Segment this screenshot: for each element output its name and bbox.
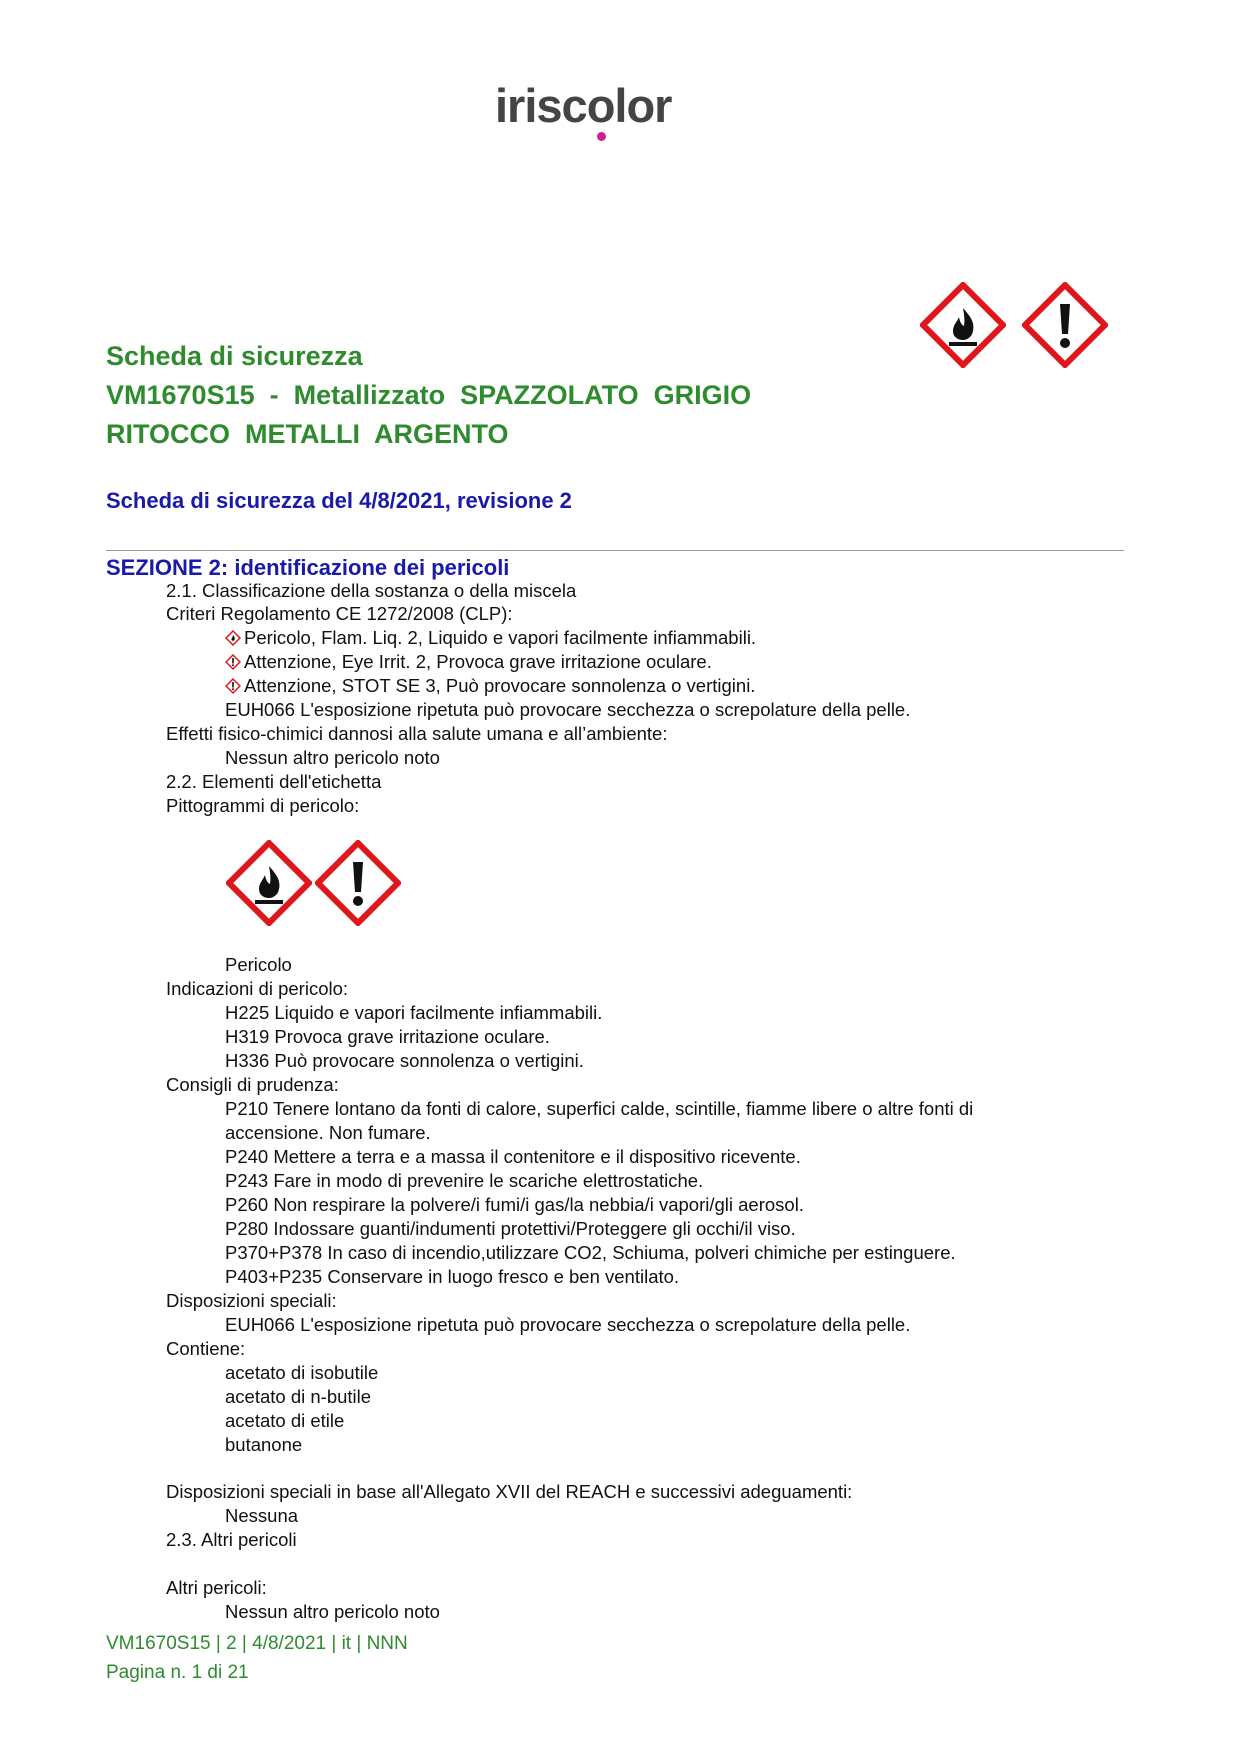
- other-hazards-label: Altri pericoli:: [166, 1577, 267, 1598]
- exclamation-pictogram-icon: [1022, 282, 1108, 368]
- component-item: acetato di n-butile: [225, 1386, 372, 1407]
- revision-line: Scheda di sicurezza del 4/8/2021, revisione 2: [106, 488, 572, 513]
- pictograms-label: Pittogrammi di pericolo:: [166, 795, 360, 816]
- contains-label: Contiene:: [166, 1338, 246, 1359]
- hazard-h319: H319 Provoca grave irritazione oculare.: [225, 1026, 550, 1047]
- exclamation-mini-icon: [225, 678, 241, 694]
- euh066-statement: EUH066 L'esposizione ripetuta può provocare secchezza o screpolature della pelle.: [225, 699, 911, 720]
- reach-label: Disposizioni speciali in base all'Allegato XVII del REACH e successivi adeguamenti:: [166, 1481, 853, 1502]
- flame-pictogram-icon: [226, 840, 312, 926]
- precaution-p260: P260 Non respirare la polvere/i fumi/i gas/la nebbia/i vapori/gli aerosol.: [225, 1194, 804, 1215]
- special-provisions-label: Disposizioni speciali:: [166, 1290, 337, 1311]
- signal-word: Pericolo: [225, 954, 292, 975]
- effects-value: Nessun altro pericolo noto: [225, 747, 440, 768]
- subsection-2-3: 2.3. Altri pericoli: [166, 1529, 297, 1550]
- reach-value: Nessuna: [225, 1505, 299, 1526]
- component-item: butanone: [225, 1434, 303, 1455]
- effects-label: Effetti fisico-chimici dannosi alla salute umana e all’ambiente:: [166, 723, 668, 744]
- component-item: acetato di etile: [225, 1410, 345, 1431]
- special-euh066: EUH066 L'esposizione ripetuta può provocare secchezza o screpolature della pelle.: [225, 1314, 911, 1335]
- flame-pictogram-icon: [920, 282, 1006, 368]
- section-heading: SEZIONE 2: identificazione dei pericoli: [106, 555, 510, 580]
- hazard-statements-label: Indicazioni di pericolo:: [166, 978, 349, 999]
- subsection-2-1: 2.1. Classificazione della sostanza o della miscela: [166, 580, 577, 601]
- classification-1: Pericolo, Flam. Liq. 2, Liquido e vapori facilmente infiammabili.: [225, 627, 756, 649]
- exclamation-pictogram-icon: [315, 840, 401, 926]
- product-subtitle: RITOCCO METALLI ARGENTO: [106, 419, 509, 449]
- exclamation-mini-icon: [225, 654, 241, 670]
- footer-document-code: VM1670S15 | 2 | 4/8/2021 | it | NNN: [106, 1633, 408, 1654]
- precaution-p240: P240 Mettere a terra e a massa il contenitore e il dispositivo ricevente.: [225, 1146, 801, 1167]
- subsection-2-2: 2.2. Elementi dell'etichetta: [166, 771, 382, 792]
- precaution-p403-p235: P403+P235 Conservare in luogo fresco e ben ventilato.: [225, 1266, 680, 1287]
- footer-page-number: Pagina n. 1 di 21: [106, 1662, 249, 1683]
- hazard-h225: H225 Liquido e vapori facilmente infiammabili.: [225, 1002, 603, 1023]
- criteria-label: Criteri Regolamento CE 1272/2008 (CLP):: [166, 603, 513, 624]
- precaution-p370-p378: P370+P378 In caso di incendio,utilizzare CO2, Schiuma, polveri chimiche per estinguere.: [225, 1242, 956, 1263]
- section-divider: [106, 550, 1124, 551]
- precaution-p280: P280 Indossare guanti/indumenti protettivi/Proteggere gli occhi/il viso.: [225, 1218, 796, 1239]
- precaution-p243: P243 Fare in modo di prevenire le scariche elettrostatiche.: [225, 1170, 704, 1191]
- product-name: VM1670S15 - Metallizzato SPAZZOLATO GRIGIO: [106, 380, 752, 410]
- component-item: acetato di isobutile: [225, 1362, 379, 1383]
- precautionary-label: Consigli di prudenza:: [166, 1074, 339, 1095]
- classification-3: Attenzione, STOT SE 3, Può provocare sonnolenza o vertigini.: [225, 675, 755, 697]
- other-hazards-value: Nessun altro pericolo noto: [225, 1601, 440, 1622]
- sheet-title: Scheda di sicurezza: [106, 341, 363, 371]
- company-logo: irisco lor: [495, 78, 671, 133]
- precaution-p210-cont: accensione. Non fumare.: [225, 1122, 431, 1143]
- logo-dot: [597, 132, 606, 141]
- classification-2: Attenzione, Eye Irrit. 2, Provoca grave irritazione oculare.: [225, 651, 712, 673]
- precaution-p210: P210 Tenere lontano da fonti di calore, superfici calde, scintille, fiamme libere o altre fonti di: [225, 1098, 974, 1119]
- hazard-h336: H336 Può provocare sonnolenza o vertigini.: [225, 1050, 584, 1071]
- flame-mini-icon: [225, 630, 241, 646]
